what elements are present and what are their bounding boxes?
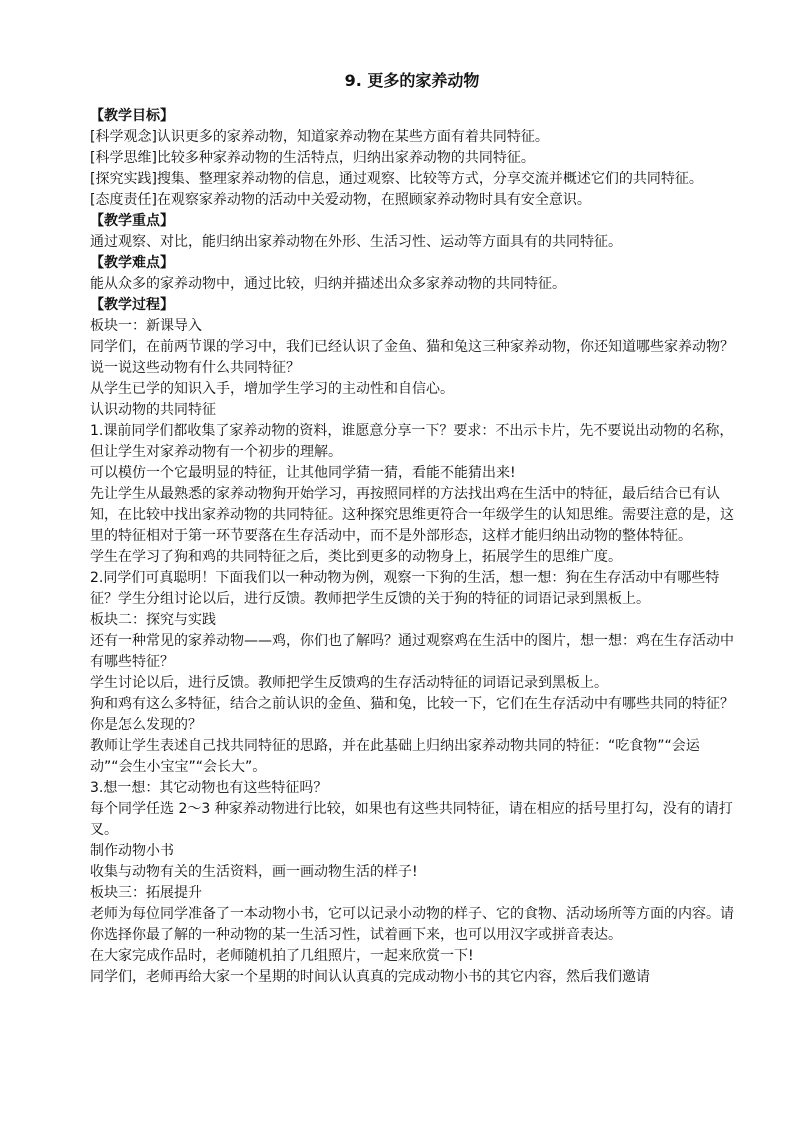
paragraph: 板块三：拓展提升: [90, 885, 202, 901]
paragraph: 老师为每位同学准备了一本动物小书，它可以记录小动物的样子、它的食物、活动场所等方面的内容。请你选择你最了解的一种动物的某一生活习性，试着画下来，也可以用汉字或拼音表达。: [90, 906, 734, 943]
paragraph: 3.想一想：其它动物也有这些特征吗？: [90, 780, 328, 796]
document-body: [90, 106, 734, 988]
paragraph: 通过观察、对比，能归纳出家养动物在外形、生活习性、运动等方面具有的共同特征。: [90, 234, 622, 250]
paragraph: 可以模仿一个它最明显的特征，让其他同学猜一猜，看能不能猜出来!: [90, 465, 516, 481]
paragraph: [态度责任]在观察家养动物的活动中关爱动物，在照顾家养动物时具有安全意识。: [90, 192, 591, 208]
paragraph: 学生在学习了狗和鸡的共同特征之后，类比到更多的动物身上，拓展学生的思维广度。: [90, 549, 622, 565]
paragraph: 同学们，老师再给大家一个星期的时间认认真真的完成动物小书的其它内容，然后我们邀请: [90, 969, 650, 985]
section-heading: 【教学目标】: [90, 108, 174, 124]
paragraph: [科学思维]比较多种家养动物的生活特点，归纳出家养动物的共同特征。: [90, 150, 535, 166]
paragraph: 学生讨论以后，进行反馈。教师把学生反馈鸡的生存活动特征的词语记录到黑板上。: [90, 675, 608, 691]
paragraph: 制作动物小书: [90, 843, 174, 859]
paragraph: 板块二：探究与实践: [90, 612, 216, 628]
paragraph: 教师让学生表述自己找共同特征的思路，并在此基础上归纳出家养动物共同的特征：“吃食物”“会运动”“会生小宝宝”“会长大”。: [90, 738, 700, 775]
section-heading: 【教学难点】: [90, 255, 174, 271]
paragraph: 先让学生从最熟悉的家养动物狗开始学习，再按照同样的方法找出鸡在生活中的特征，最后结合已有认知，在比较中找出家养动物的共同特征。这种探究思维更符合一年级学生的认知思维。需要注意的是，这里的特征相对于第一环节要落在生存活动中，而不是外部形态，这样才能归纳出动物的整体特征。: [90, 486, 734, 544]
section-heading: 【教学过程】: [90, 297, 174, 313]
paragraph: 认识动物的共同特征: [90, 402, 216, 418]
paragraph: 收集与动物有关的生活资料，画一画动物生活的样子!: [90, 864, 418, 880]
paragraph: 2.同学们可真聪明！下面我们以一种动物为例，观察一下狗的生活，想一想：狗在生存活动中有哪些特征？学生分组讨论以后，进行反馈。教师把学生反馈的关于狗的特征的词语记录到黑板上。: [90, 570, 720, 607]
paragraph: [科学观念]认识更多的家养动物，知道家养动物在某些方面有着共同特征。: [90, 129, 549, 145]
document-page: [90, 70, 734, 988]
paragraph: 在大家完成作品时，老师随机拍了几组照片，一起来欣赏一下!: [90, 948, 474, 964]
paragraph: 1.课前同学们都收集了家养动物的资料，谁愿意分享一下？要求：不出示卡片，先不要说出动物的名称，但让学生对家养动物有一个初步的理解。: [90, 423, 734, 460]
paragraph: 从学生已学的知识入手，增加学生学习的主动性和自信心。: [90, 381, 454, 397]
paragraph: [探究实践]搜集、整理家养动物的信息，通过观察、比较等方式，分享交流并概述它们的共同特征。: [90, 171, 703, 187]
document-title: 9. 更多的家养动物: [344, 71, 480, 90]
paragraph: 板块一：新课导入: [90, 318, 202, 334]
paragraph: 能从众多的家养动物中，通过比较，归纳并描述出众多家养动物的共同特征。: [90, 276, 566, 292]
paragraph: 还有一种常见的家养动物——鸡，你们也了解吗？通过观察鸡在生活中的图片，想一想：鸡在生存活动中有哪些特征？: [90, 633, 734, 670]
paragraph: 同学们，在前两节课的学习中，我们已经认识了金鱼、猫和兔这三种家养动物，你还知道哪些家养动物？说一说这些动物有什么共同特征？: [90, 339, 734, 376]
section-heading: 【教学重点】: [90, 213, 174, 229]
paragraph: 狗和鸡有这么多特征，结合之前认识的金鱼、猫和兔，比较一下，它们在生存活动中有哪些共同的特征？你是怎么发现的？: [90, 696, 734, 733]
paragraph: 每个同学任选 2～3 种家养动物进行比较，如果也有这些共同特征，请在相应的括号里打勾，没有的请打叉。: [90, 801, 733, 838]
